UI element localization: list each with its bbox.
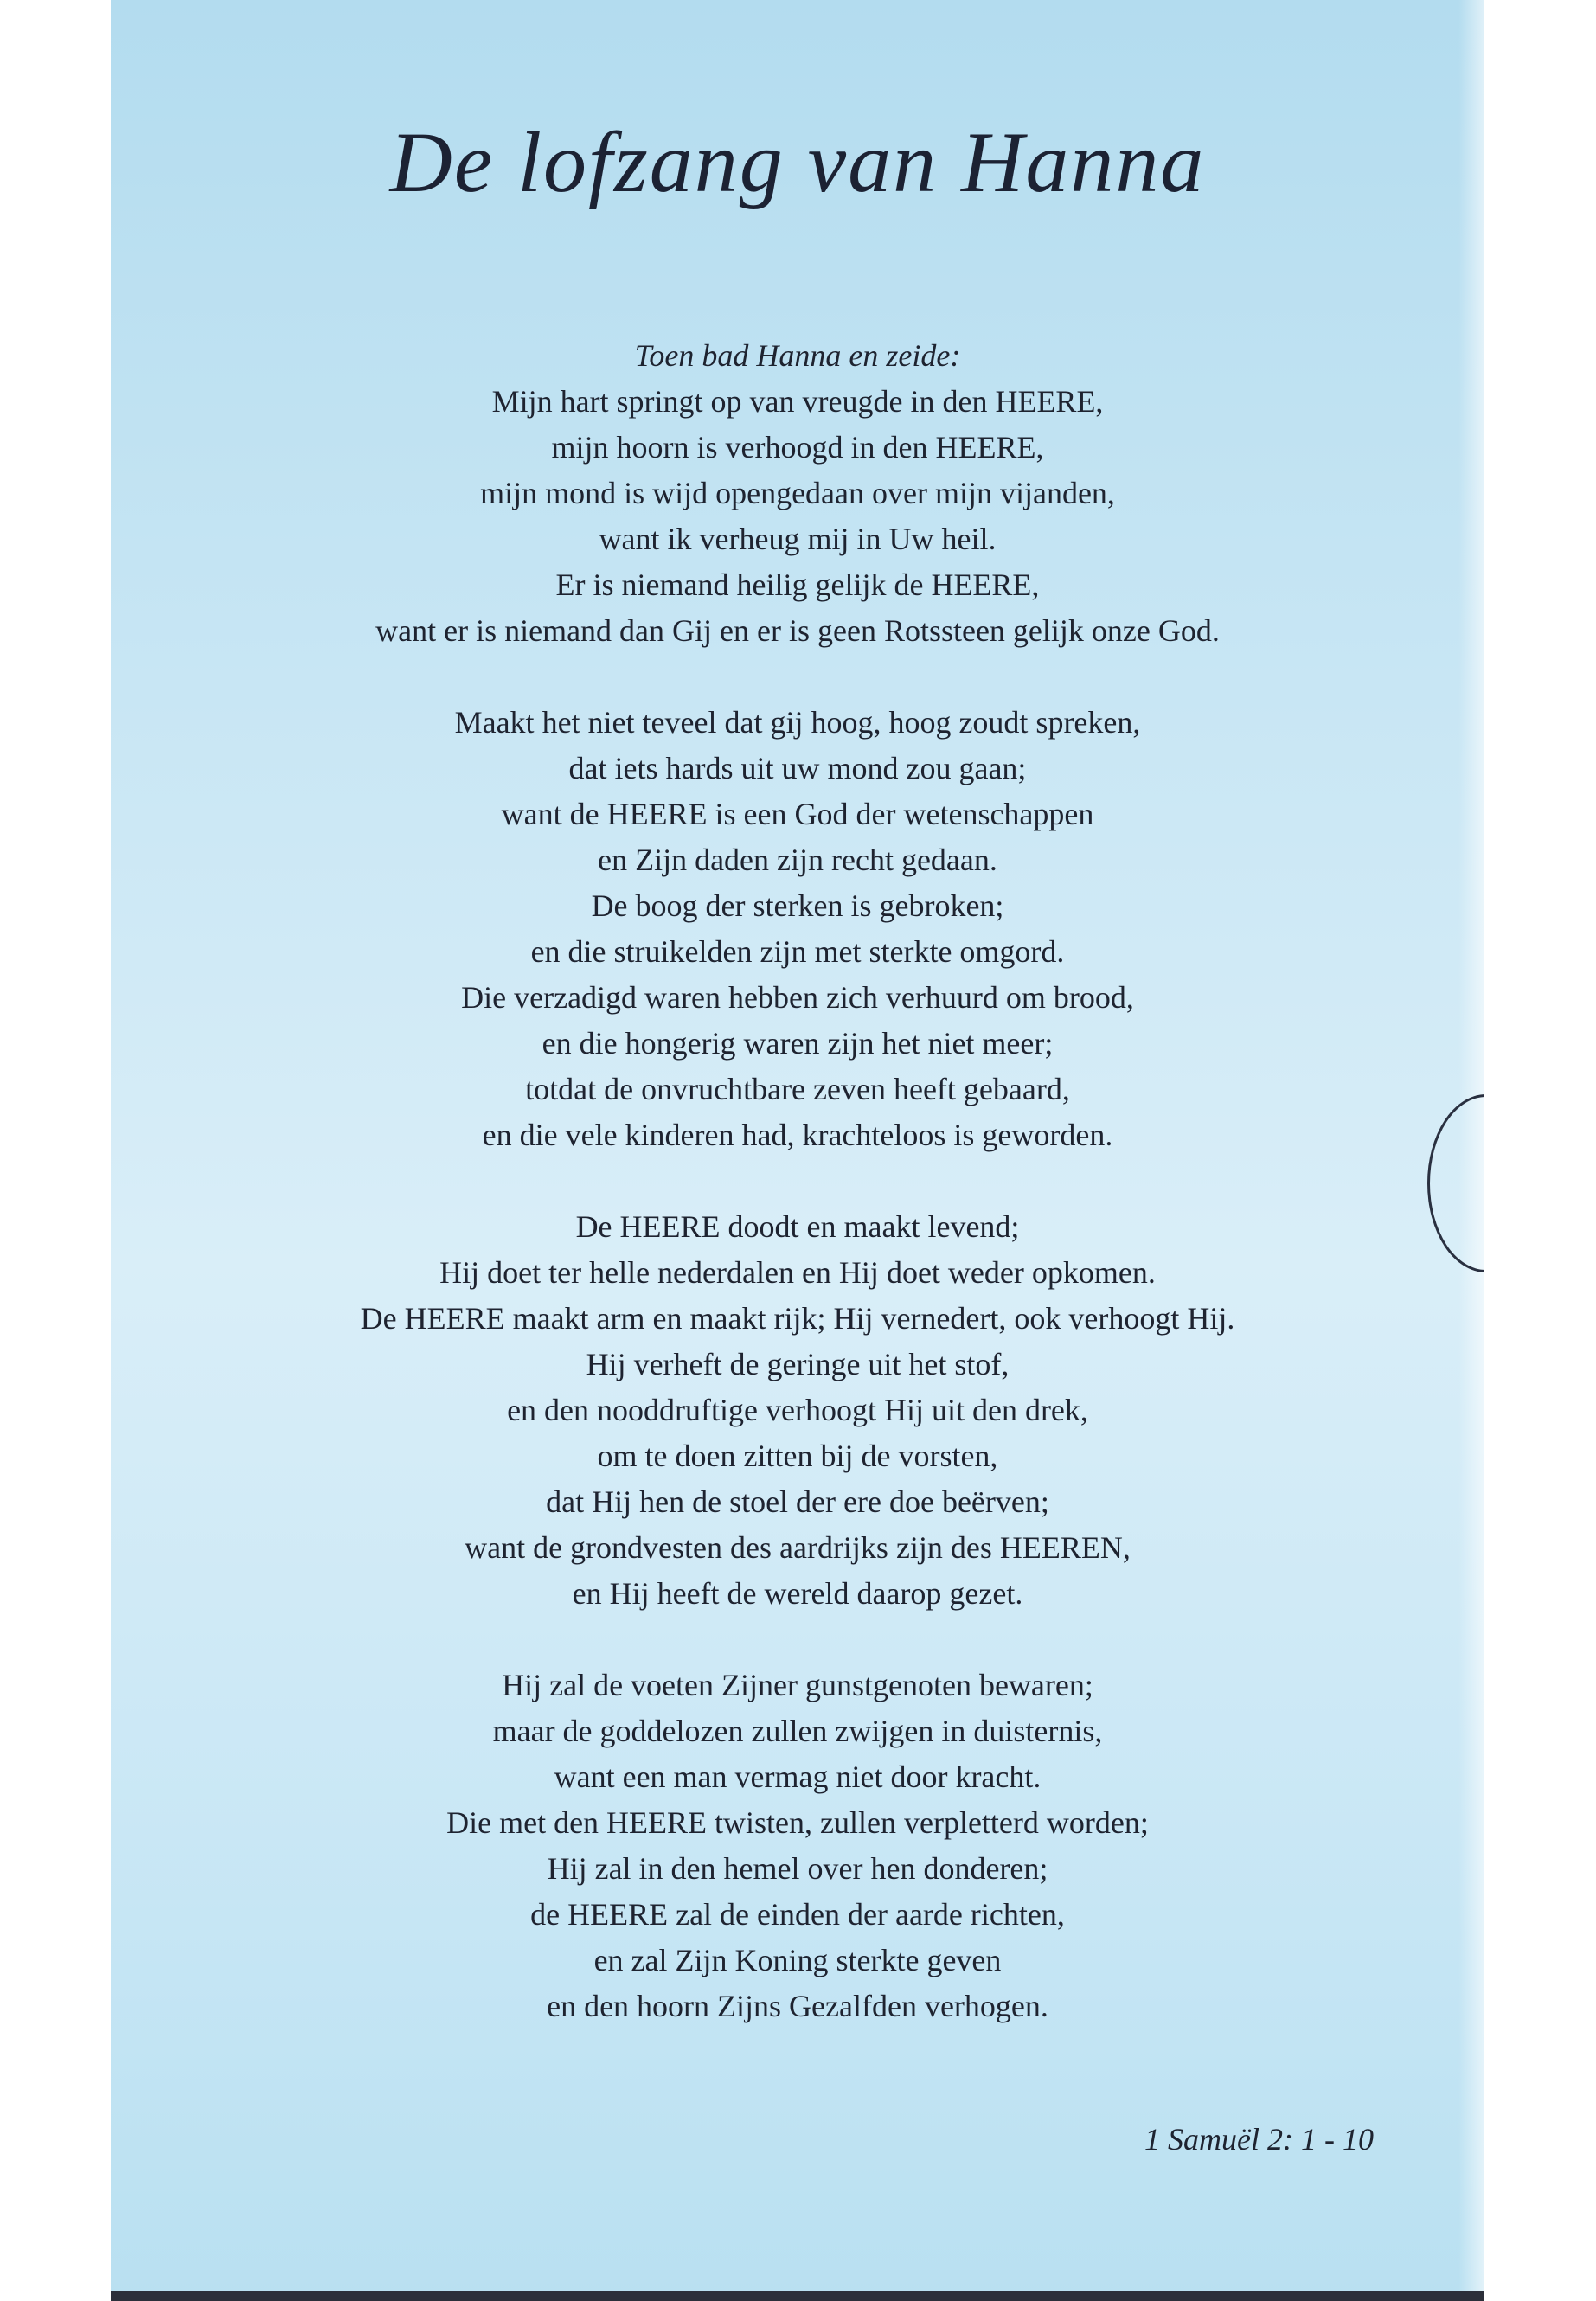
poem-line: en Zijn daden zijn recht gedaan. (598, 843, 997, 877)
poem-line: De HEERE maakt arm en maakt rijk; Hij vernedert, ook verhoogt Hij. (360, 1301, 1235, 1336)
poem-line: De HEERE doodt en maakt levend; (575, 1209, 1020, 1244)
stanza (111, 1663, 1484, 2029)
stanza (111, 1204, 1484, 1617)
poem-line: De boog der sterken is gebroken; (591, 888, 1004, 923)
poem-intro: Toen bad Hanna en zeide: (634, 338, 961, 373)
poem-line: en den nooddruftige verhoogt Hij uit den drek, (507, 1393, 1088, 1427)
poem-line: Er is niemand heilig gelijk de HEERE, (555, 567, 1040, 602)
poem-line: en den hoorn Zijns Gezalfden verhogen. (547, 1989, 1048, 2023)
poem-line: want de HEERE is een God der wetenschappen (501, 797, 1094, 831)
poem-line: Mijn hart springt op van vreugde in den HEERE, (491, 384, 1104, 419)
poem-line: mijn mond is wijd opengedaan over mijn vijanden, (480, 476, 1115, 510)
poem-line: want de grondvesten des aardrijks zijn des HEEREN, (465, 1530, 1131, 1565)
poem-line: dat iets hards uit uw mond zou gaan; (568, 751, 1027, 785)
page-title: De lofzang van Hanna (389, 114, 1206, 210)
poem-line: Hij zal in den hemel over hen donderen; (547, 1851, 1048, 1886)
poem-line: totdat de onvruchtbare zeven heeft gebaard, (525, 1072, 1070, 1106)
poem-line: en Hij heeft de wereld daarop gezet. (572, 1576, 1023, 1611)
poem-line: en zal Zijn Koning sterkte geven (593, 1943, 1002, 1977)
poem-line: want een man vermag niet door kracht. (554, 1759, 1042, 1794)
poem-line: en die struikelden zijn met sterkte omgord. (530, 934, 1065, 969)
scripture-reference: 1 Samuël 2: 1 - 10 (1144, 2122, 1374, 2157)
poem-line: Hij zal de voeten Zijner gunstgenoten bewaren; (502, 1668, 1093, 1702)
stanza (111, 379, 1484, 654)
poem-line: want er is niemand dan Gij en er is geen Rotssteen gelijk onze God. (375, 613, 1220, 648)
stanza (111, 700, 1484, 1158)
poem-line: Hij doet ter helle nederdalen en Hij doet weder opkomen. (439, 1255, 1156, 1290)
poem-line: dat Hij hen de stoel der ere doe beërven; (546, 1484, 1049, 1519)
poem-body (111, 333, 1484, 2029)
document-page (111, 0, 1484, 2297)
bottom-edge-strip (111, 2291, 1484, 2301)
poem-line: en die hongerig waren zijn het niet meer; (542, 1026, 1054, 1061)
poem-line: maar de goddelozen zullen zwijgen in duisternis, (492, 1714, 1103, 1748)
poem-stanzas (111, 379, 1484, 2029)
poem-line: Die met den HEERE twisten, zullen verpletterd worden; (446, 1805, 1149, 1840)
poem-line: om te doen zitten bij de vorsten, (597, 1439, 998, 1473)
poem-line: Hij verheft de geringe uit het stof, (586, 1347, 1010, 1381)
poem-line: Die verzadigd waren hebben zich verhuurd om brood, (461, 980, 1134, 1015)
poem-line: de HEERE zal de einden der aarde richten, (530, 1897, 1065, 1932)
poem-line: en die vele kinderen had, krachteloos is geworden. (482, 1118, 1113, 1152)
poem-line: Maakt het niet teveel dat gij hoog, hoog zoudt spreken, (454, 705, 1141, 740)
outer-margin (1484, 1038, 1596, 1315)
poem-line: want ik verheug mij in Uw heil. (599, 522, 997, 556)
poem-line: mijn hoorn is verhoogd in den HEERE, (551, 430, 1044, 465)
